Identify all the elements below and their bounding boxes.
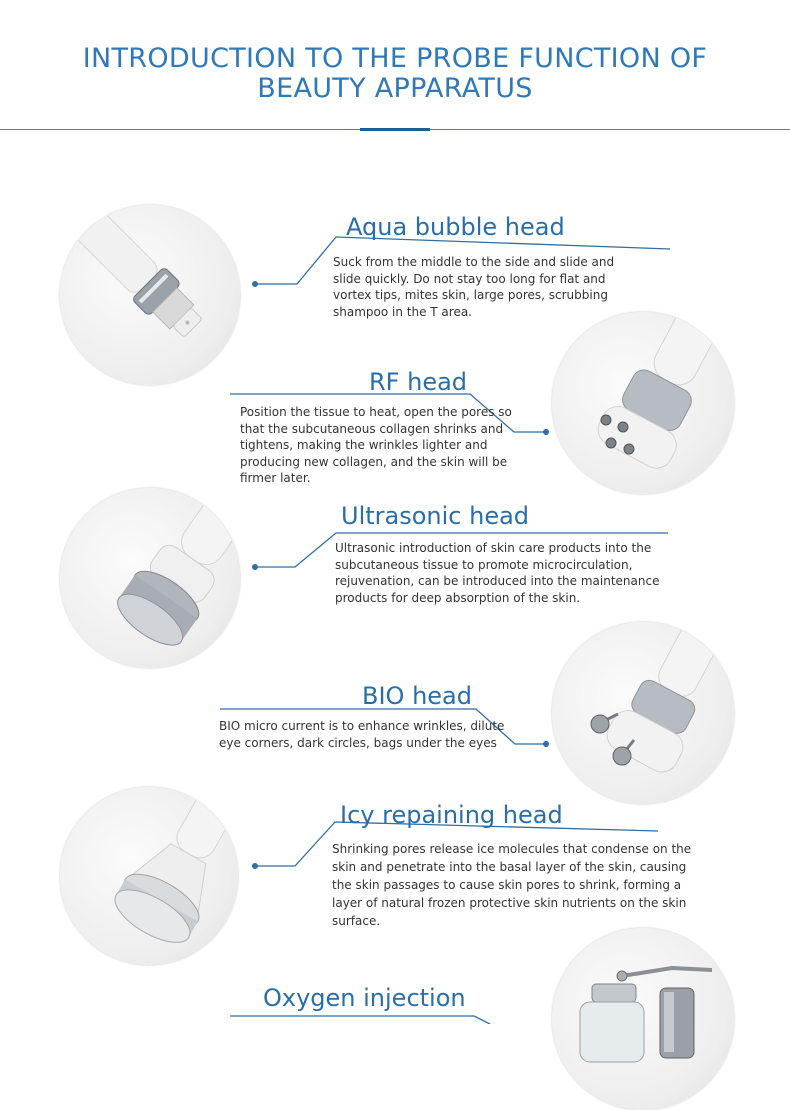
page-title-line-1: INTRODUCTION TO THE PROBE FUNCTION OF xyxy=(82,43,708,74)
connector-dot xyxy=(252,281,258,287)
bio-probe-image xyxy=(552,622,734,804)
rf-probe-image xyxy=(552,312,734,494)
oxygen-heading: Oxygen injection xyxy=(263,984,466,1012)
connector-dot xyxy=(543,741,549,747)
rf-description: Position the tissue to heat, open the pores so that the subcutaneous collagen shrinks and tightens, making the wrinkles lighter and producing new collagen, and the skin will be firmer later. xyxy=(240,405,512,485)
icy-description: Shrinking pores release ice molecules that condense on the skin and penetrate into the basal layer of the skin, causing the skin passages to cause skin pores to shrink, forming a layer of natural frozen protective skin nutrients on the skin surface. xyxy=(332,842,692,928)
ultrasonic-probe-image xyxy=(60,488,240,668)
ultrasonic-probe-icon xyxy=(60,488,240,668)
bio-probe-icon xyxy=(552,622,734,804)
connector-dot xyxy=(252,564,258,570)
page-title-line-2: BEAUTY APPARATUS xyxy=(257,73,533,104)
aqua-bubble-description: Suck from the middle to the side and slide and slide quickly. Do not stay too long for flat and vortex tips, mites skin, large pores, scrubbing shampoo in the T area. xyxy=(333,255,615,319)
icy-probe-icon xyxy=(60,787,238,965)
connector-dot xyxy=(252,863,258,869)
ultrasonic-description: Ultrasonic introduction of skin care products into the subcutaneous tissue to promote microcirculation, rejuvenation, can be introduced into the maintenance products for deep absorption of the skin. xyxy=(335,541,660,605)
icy-probe-image xyxy=(60,787,238,965)
aqua-bubble-heading: Aqua bubble head xyxy=(346,213,565,241)
connector-oxygen xyxy=(230,1016,490,1024)
bio-description: BIO micro current is to enhance wrinkles, dilute eye corners, dark circles, bags under the eyes xyxy=(219,719,505,750)
oxygen-spray-gun-icon xyxy=(552,928,734,1110)
aqua-bubble-probe-icon xyxy=(60,205,240,385)
oxygen-spray-gun-image xyxy=(552,928,734,1110)
icy-heading: Icy repaining head xyxy=(340,801,563,829)
bio-heading: BIO head xyxy=(362,682,472,710)
ultrasonic-heading: Ultrasonic head xyxy=(341,502,530,530)
rf-probe-icon xyxy=(552,312,734,494)
aqua-bubble-probe-image xyxy=(60,205,240,385)
rf-heading: RF head xyxy=(369,368,468,396)
connector-dot xyxy=(543,429,549,435)
